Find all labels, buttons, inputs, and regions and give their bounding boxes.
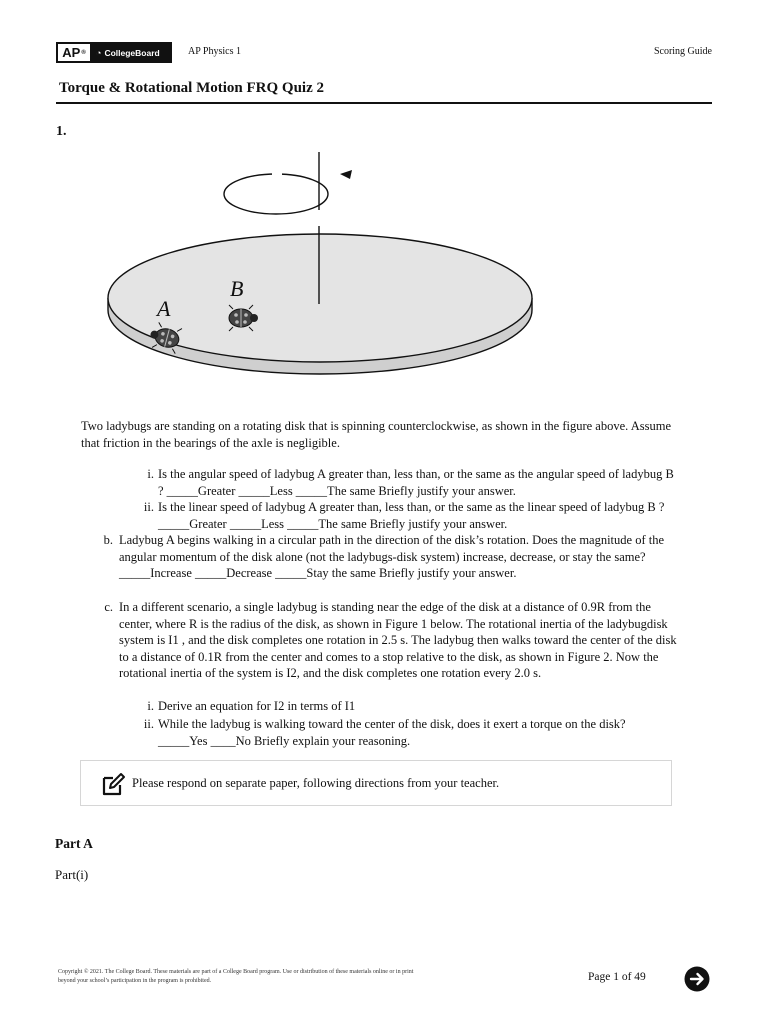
pencil-edit-icon	[100, 772, 126, 798]
acorn-icon: ◔	[96, 47, 102, 58]
question-item-b	[103, 532, 679, 582]
question-item-c-i	[147, 698, 678, 715]
page-number: Page 1 of 49	[588, 971, 646, 983]
question-item-c-ii	[143, 716, 678, 749]
part-a-heading: Part A	[55, 836, 93, 851]
response-instruction-text: Please respond on separate paper, following directions from your teacher.	[132, 776, 500, 790]
item-marker: ii.	[143, 500, 154, 514]
item-text: Derive an equation for I2 in terms of I1	[158, 699, 356, 713]
document-title: Torque & Rotational Motion FRQ Quiz 2	[59, 80, 325, 96]
question-number: 1.	[56, 124, 67, 139]
label-b: B	[230, 276, 244, 301]
rotating-disk-figure	[100, 148, 540, 410]
ap-logo-mark: AP ®	[58, 44, 90, 61]
scoring-guide-label: Scoring Guide	[653, 46, 712, 57]
intro-paragraph: Two ladybugs are standing on a rotating disk that is spinning counterclockwise, as shown in the figure above. Assume that friction in the bearings of the axle is negligible.	[81, 419, 671, 450]
item-marker: ii.	[143, 717, 154, 731]
item-marker: c.	[104, 600, 113, 614]
collegeboard-wordmark: ◔ CollegeBoard	[96, 47, 160, 58]
question-item-a-i	[147, 466, 678, 499]
item-text: Is the linear speed of ladybug A greater than, less than, or the same as the linear speed of ladybug B ? _____Greater _____Less _____The same Briefly justify your answer.	[158, 500, 665, 531]
ap-collegeboard-logo	[56, 42, 172, 63]
item-text: Ladybug A begins walking in a circular path in the direction of the disk’s rotation. Does the magnitude of the angular momentum of the disk alone (not the ladybugs-disk system) increase, decrease, or stay the same? _____Increase _____Decrease _____Stay the same Briefly justify your answer.	[119, 533, 665, 580]
rotation-arrow	[224, 174, 328, 214]
item-text: In a different scenario, a single ladybug is standing near the edge of the disk at a distance of 0.9R from the center, where R is the radius of the disk, as shown in Figure 1 below. The rotational inertia of the ladybugdisk system is I1 , and the disk completes one rotation in 2.5 s. The ladybug then walks toward the center of the disk to a distance of 0.1R from the center and comes to a stop relative to the disk, as shown in Figure 2. Now the rotational inertia of the system is I2, and the disk completes one rotation every 2.0 s.	[119, 600, 677, 680]
label-a: A	[157, 296, 171, 321]
item-marker: b.	[103, 533, 113, 547]
next-page-arrow-icon[interactable]	[684, 966, 710, 992]
part-i-label: Part(i)	[55, 867, 89, 882]
question-item-a-ii	[143, 499, 678, 532]
title-divider	[56, 102, 712, 104]
question-item-c	[104, 599, 679, 682]
copyright-notice: Copyright © 2021. The College Board. These materials are part of a College Board program. Use or distribution of these materials online or in print beyond your school’s participation in the program is prohibited.	[58, 969, 414, 984]
course-name: AP Physics 1	[188, 46, 241, 57]
item-text: While the ladybug is walking toward the center of the disk, does it exert a torque on the disk? _____Yes ____No Briefly explain your reasoning.	[158, 717, 626, 748]
item-text: Is the angular speed of ladybug A greater than, less than, or the same as the angular speed of ladybug B ? _____Greater _____Less _____The same Briefly justify your answer.	[158, 467, 674, 498]
item-marker: i.	[147, 699, 154, 713]
item-marker: i.	[147, 467, 154, 481]
